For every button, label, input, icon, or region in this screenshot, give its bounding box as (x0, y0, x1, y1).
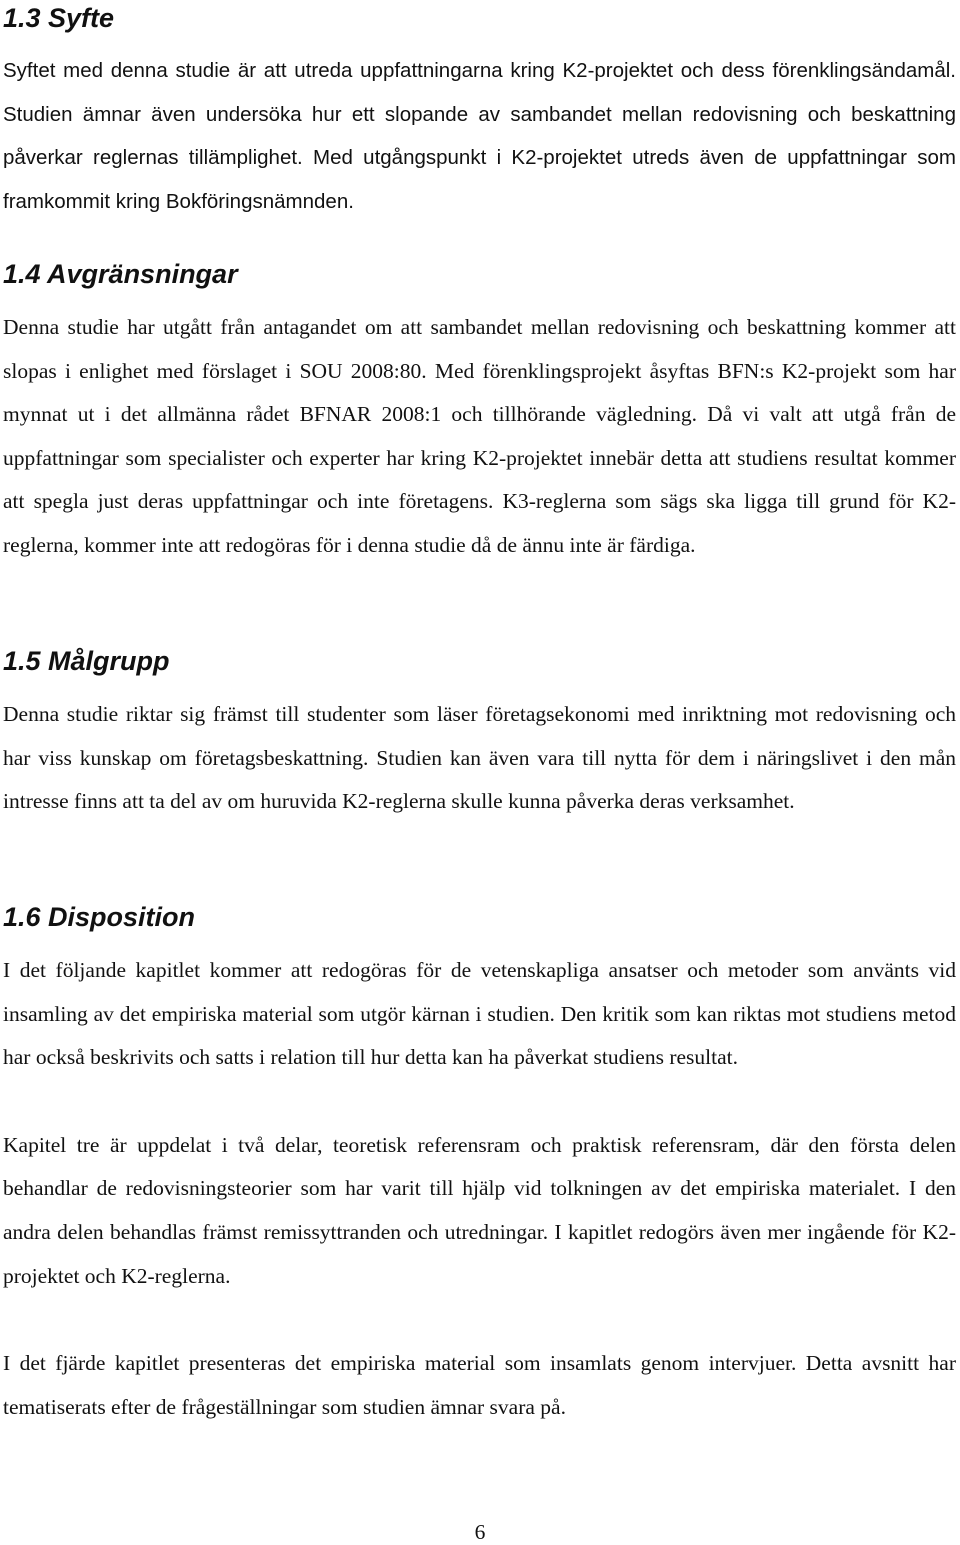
section-heading-disposition: 1.6 Disposition (3, 902, 196, 932)
paragraph-disposition-2: Kapitel tre är uppdelat i två delar, teoretisk referensram och praktisk referensram, där den första delen behandlar de redovisningsteorier som har varit till hjälp vid tolkningen av det empiriska materialet. I den andra delen behandlas främst remissyttranden och utredningar. I kapitlet redogörs även mer ingående för K2-projektet och K2-reglerna. (3, 1132, 956, 1288)
section-avgransningar (3, 258, 956, 568)
page-number: 6 (474, 1520, 486, 1544)
section-heading-malgrupp: 1.5 Målgrupp (3, 646, 170, 676)
paragraph-malgrupp: Denna studie riktar sig främst till studenter som läser företagsekonomi med inriktning mot redovisning och har viss kunskap om företagsbeskattning. Studien kan även vara till nytta för dem i näringslivet i den mån intresse finns att ta del av om huruvida K2-reglerna skulle kunna påverka deras verksamhet. (3, 702, 956, 814)
paragraph-syfte: Syftet med denna studie är att utreda uppfattningarna kring K2-projektet och dess förenklingsändamål. Studien ämnar även undersöka hur ett slopande av sambandet mellan redovisning och beskattning påverkar reglernas tillämplighet. Med utgångspunkt i K2-projektet utreds även de uppfattningar som framkommit kring Bokföringsnämnden. (3, 59, 956, 213)
paragraph-avgransningar: Denna studie har utgått från antagandet om att sambandet mellan redovisning och beskattning kommer att slopas i enlighet med förslaget i SOU 2008:80. Med förenklingsprojekt åsyftas BFN:s K2-projekt som har mynnat ut i det allmänna rådet BFNAR 2008:1 och tillhörande vägledning. Då vi valt att utgå från de uppfattningar som specialister och experter har kring K2-projektet innebär detta att studiens resultat kommer att spegla just deras uppfattningar och inte företagens. K3-reglerna som sägs ska ligga till grund för K2-reglerna, kommer inte att redogöras för i denna studie då de ännu inte är färdiga. (3, 315, 956, 557)
section-syfte (3, 2, 956, 223)
section-heading-syfte: 1.3 Syfte (3, 3, 115, 33)
section-malgrupp (3, 645, 956, 824)
section-disposition (3, 901, 956, 1429)
section-heading-avgransningar: 1.4 Avgränsningar (3, 259, 238, 289)
paragraph-disposition-1: I det följande kapitlet kommer att redogöras för de vetenskapliga ansatser och metoder som använts vid insamling av det empiriska material som utgör kärnan i studien. Den kritik som kan riktas mot studiens metod har också beskrivits och satts i relation till hur detta kan ha påverkat studiens resultat. (3, 958, 956, 1070)
paragraph-disposition-3: I det fjärde kapitlet presenteras det empiriska material som insamlats genom intervjuer. Detta avsnitt har tematiserats efter de frågeställningar som studien ämnar svara på. (3, 1351, 956, 1419)
